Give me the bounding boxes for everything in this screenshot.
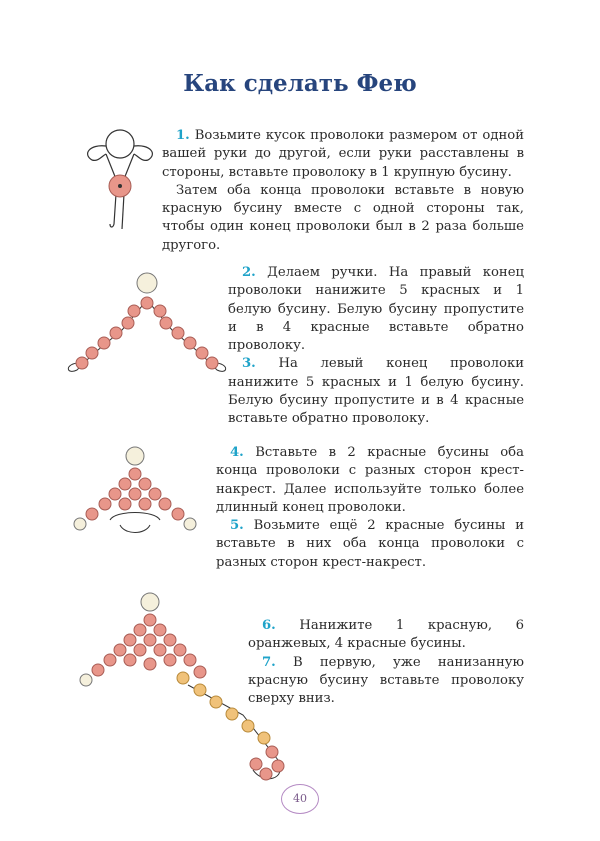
step-6-7-block (248, 617, 524, 708)
step-4-number: 4. (230, 445, 244, 460)
illustration-step-4-5 (70, 440, 200, 540)
step-1-number: 1. (176, 128, 190, 143)
step-1-text: Возьмите кусок проволоки размером от одной вашей руки до другой, если руки расставлены в стороны, вставьте проволоку в 1 крупную бусину. (162, 128, 524, 180)
step-5-text: Возьмите ещё 2 красные бусины и вставьте в них оба конца проволоки с разных сторон крест-накрест. (216, 518, 524, 570)
step-4-text: Вставьте в 2 красные бусины оба конца проволоки с разных сторон крест-накрест. Далее используйте только более длинный конец проволоки. (216, 445, 524, 515)
page-number: 40 (281, 784, 319, 814)
step-7-number: 7. (262, 654, 276, 670)
step-6-text: Нанижите 1 красную, 6 оранжевых, 4 красные бусины. (248, 618, 524, 652)
step-7-paragraph (248, 654, 524, 709)
step-2-3-block (228, 264, 524, 429)
step-1-block (162, 127, 524, 255)
step-6-paragraph (248, 617, 524, 654)
step-3-text: На левый конец проволоки нанижите 5 красных и 1 белую бусину. Белую бусину пропустите и в 4 красные вставьте обратно проволоку. (228, 356, 524, 427)
illustration-step-1 (80, 124, 160, 234)
step-2-number: 2. (242, 265, 256, 280)
step-2-text: Делаем ручки. На правый конец проволоки нанижите 5 красных и 1 белую бусину. Белую бусину пропустите и в 4 красные вставьте обратно проволоку. (228, 265, 524, 354)
step-7-text: В первую, уже нанизанную красную бусину вставьте проволоку сверху вниз. (248, 654, 524, 707)
step-3-number: 3. (242, 356, 256, 372)
step-6-number: 6. (262, 618, 276, 633)
step-5-paragraph (216, 517, 524, 572)
step-5-number: 5. (230, 518, 244, 534)
page-title: Как сделать Фею (183, 70, 417, 97)
step-4-paragraph (216, 444, 524, 517)
step-1-paragraph (162, 127, 524, 182)
step-4-5-block (216, 444, 524, 572)
illustration-step-2-3 (62, 265, 232, 390)
step-1-continuation: Затем оба конца проволоки вставьте в новую красную бусину вместе с одной стороны так, чтобы один конец проволоки был в 2 раза больше другого. (162, 182, 524, 253)
step-3-paragraph (228, 355, 524, 428)
step-2-paragraph (228, 264, 524, 355)
